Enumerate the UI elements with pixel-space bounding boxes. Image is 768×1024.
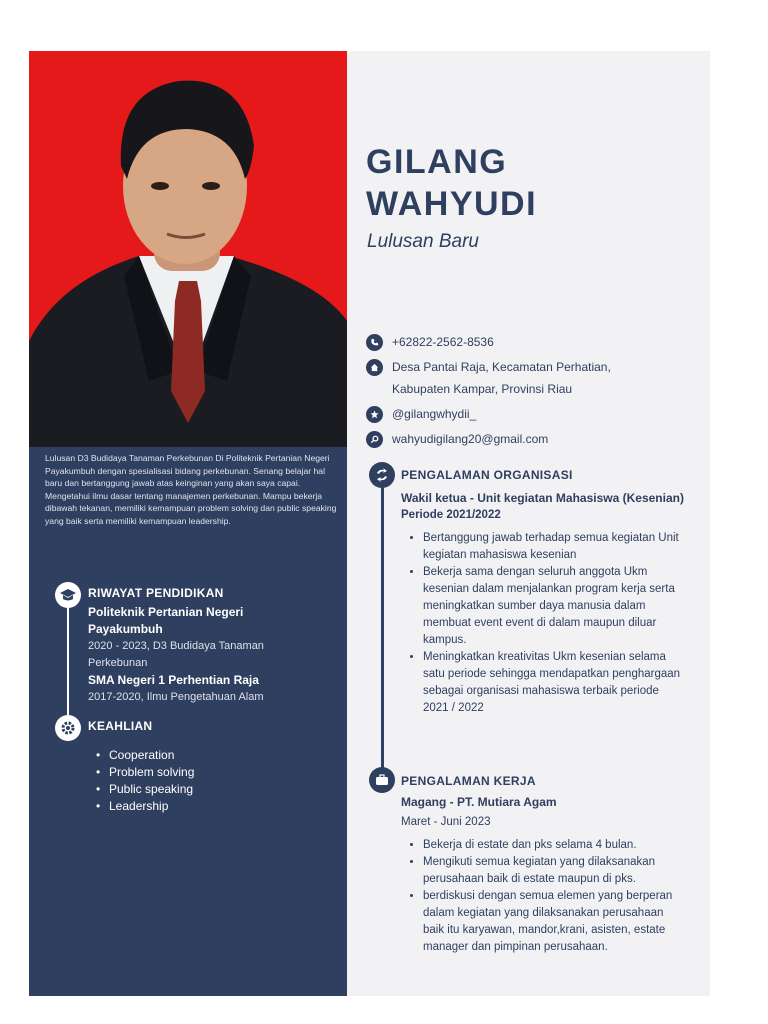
organization-heading: PENGALAMAN ORGANISASI [401, 468, 573, 482]
briefcase-icon [369, 767, 395, 793]
bullet-item: • Bertanggung jawab terhadap semua kegiatan Unit kegiatan mahasiswa kesenian [423, 530, 686, 564]
email-text: wahyudigilang20@gmail.com [392, 432, 549, 446]
last-name: WAHYUDI [366, 185, 538, 223]
phone-text: +62822-2562-8536 [392, 335, 494, 349]
home-icon [366, 359, 383, 376]
work-entry [401, 794, 686, 956]
phone-icon [366, 334, 383, 351]
work-title: Magang - PT. Mutiara Agam [401, 795, 557, 809]
resume-page [29, 51, 710, 996]
education-detail: 2020 - 2023, D3 Budidaya Tanaman Perkebunan [88, 640, 264, 669]
skill-item: • Public speaking [109, 781, 194, 798]
skill-item: • Cooperation [109, 747, 194, 764]
instagram-icon [366, 406, 383, 423]
institution-name: SMA Negeri 1 Perhentian Raja [88, 673, 259, 687]
organization-period: Periode 2021/2022 [401, 509, 501, 521]
work-heading: PENGALAMAN KERJA [401, 774, 536, 788]
address-text: Desa Pantai Raja, Kecamatan Perhatian, Kabupaten Kampar, Provinsi Riau [392, 360, 611, 396]
skills-gear-icon [55, 715, 81, 741]
bullet-item: • Bekerja di estate dan pks selama 4 bulan. [423, 837, 686, 854]
bullet-item: • Mengikuti semua kegiatan yang dilaksanakan perusahaan baik di estate maupun di pks. [423, 854, 686, 888]
organization-icon [369, 462, 395, 488]
profile-summary: Lulusan D3 Budidaya Tanaman Perkebunan Di Politeknik Pertanian Negeri Payakumbuh dengan spesialisasi bidang perkebunan. Senang belajar hal baru dan bertanggung jawab atas keinginan yang akan saya capai. Mengetahui ilmu dasar tentang manajemen perkebunan. Mampu bekerja dibawah tekanan, memiliki kemampuan problem solving dan public speaking yang baik serta memiliki kemampuan leadership. [45, 453, 337, 526]
education-item [88, 672, 318, 706]
work-bullets [401, 837, 686, 956]
email-icon [366, 431, 383, 448]
left-column [29, 51, 347, 996]
skill-item: • Leadership [109, 798, 194, 815]
timeline-line [67, 607, 69, 727]
bullet-item: • berdiskusi dengan semua elemen yang berperan dalam kegiatan yang dilaksanakan perusahaan baik itu karyawan, mandor,krani, asisten, estate manager dan pimpinan perusahaan. [423, 888, 686, 956]
graduation-cap-icon [55, 582, 81, 608]
institution-name: Politeknik Pertanian Negeri Payakumbuh [88, 605, 244, 636]
contact-list [366, 333, 666, 455]
education-detail: 2017-2020, Ilmu Pengetahuan Alam [88, 691, 264, 703]
full-name [366, 141, 537, 225]
organization-title: Wakil ketua - Unit kegiatan Mahasiswa (Kesenian) [401, 491, 684, 505]
skill-item: • Problem solving [109, 764, 194, 781]
timeline-line [381, 487, 384, 777]
education-heading: RIWAYAT PENDIDIKAN [88, 586, 224, 600]
work-period: Maret - Juni 2023 [401, 816, 491, 828]
organization-bullets [401, 530, 686, 717]
contact-instagram [366, 405, 666, 425]
profile-photo [29, 51, 347, 447]
bullet-item: • Bekerja sama dengan seluruh anggota Ukm kesenian dalam menjalankan program kerja serta meningkatkan sumber daya manusia dalam membuat event event di dalam maupun diluar kampus. [423, 564, 686, 649]
organization-entry [401, 490, 686, 717]
contact-email [366, 430, 666, 450]
education-item [88, 604, 318, 672]
contact-address [366, 358, 666, 400]
job-role: Lulusan Baru [367, 231, 479, 252]
bullet-item: • Meningkatkan kreativitas Ukm kesenian selama satu periode sehingga mendapatkan penghargaan sebagai organisasi mahasiswa terbaik periode 2021 / 2022 [423, 649, 686, 717]
skills-heading: KEAHLIAN [88, 719, 153, 733]
contact-phone [366, 333, 666, 353]
first-name: GILANG [366, 143, 508, 181]
person-portrait-icon [29, 51, 347, 447]
instagram-text: @gilangwhydii_ [392, 407, 477, 421]
skills-list [109, 747, 194, 815]
education-list [88, 604, 318, 706]
